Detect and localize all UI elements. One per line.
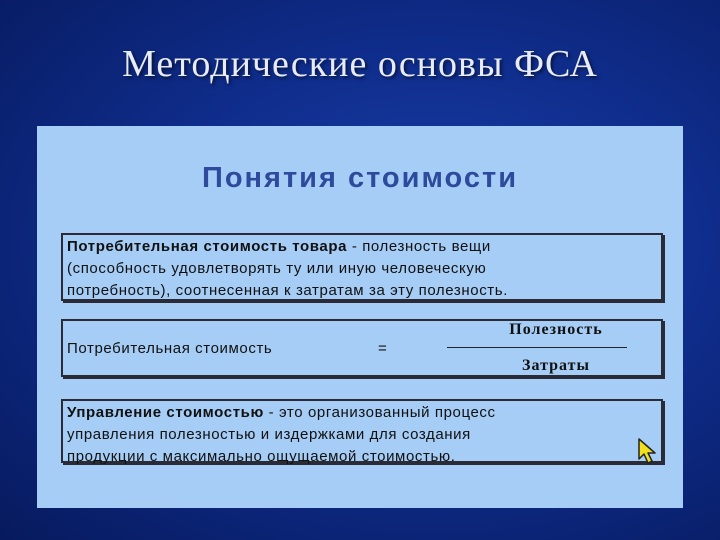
formula-denominator: Затраты [522, 357, 590, 374]
definition-line-3: продукции с максимально ощущаемой стоимостью. [67, 448, 456, 465]
formula-numerator: Полезность [509, 321, 603, 338]
definition-line-1 [67, 236, 657, 258]
definition-line-1 [67, 402, 657, 424]
content-panel [37, 126, 683, 508]
term-use-value: Потребительная стоимость товара [67, 238, 348, 255]
formula-box [61, 319, 663, 377]
formula-equals: = [378, 340, 388, 357]
fraction-line [447, 347, 627, 348]
definition-line-2: управления полезностью и издержками для создания [67, 426, 471, 443]
definition-line-2: (способность удовлетворять ту или иную человеческую [67, 260, 487, 277]
definition-box-value-management [61, 399, 663, 463]
definition-text-1: - это организованный процесс [263, 404, 496, 421]
slide-title: Методические основы ФСА [122, 43, 598, 85]
term-value-management: Управление стоимостью [67, 404, 264, 421]
mouse-pointer-icon [637, 438, 659, 464]
definition-box-use-value [61, 233, 663, 301]
panel-heading: Понятия стоимости [201, 162, 519, 194]
definition-text-1: - полезность вещи [347, 238, 491, 255]
definition-line-3: потребность), соотнесенная к затратам за эту полезность. [67, 282, 508, 299]
formula-left: Потребительная стоимость [67, 340, 273, 357]
